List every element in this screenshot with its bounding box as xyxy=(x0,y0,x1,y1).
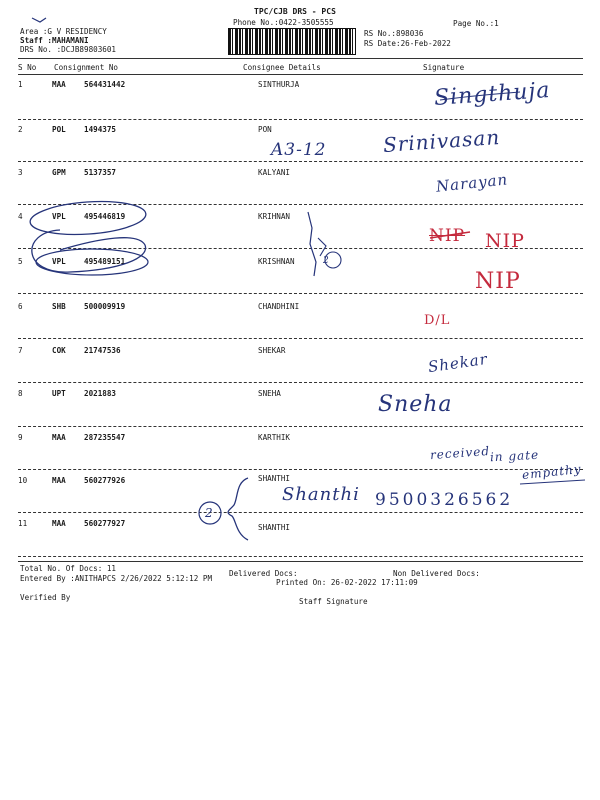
consignee-name: KRISHNAN xyxy=(258,257,295,266)
row-divider xyxy=(18,512,583,513)
consignee-name: SINTHURJA xyxy=(258,80,300,89)
row-sno: 3 xyxy=(18,168,23,177)
row-divider xyxy=(18,556,583,557)
row-divider xyxy=(18,338,583,339)
consignee-name: KALYANI xyxy=(258,168,291,177)
table-row xyxy=(18,390,583,406)
verified-by: Verified By xyxy=(20,593,71,602)
staff-signature: Staff Signature xyxy=(299,597,368,606)
row-sno: 1 xyxy=(18,80,23,89)
row-divider xyxy=(18,469,583,470)
row-divider xyxy=(18,426,583,427)
consignee-name: KARTHIK xyxy=(258,433,291,442)
row-sno: 4 xyxy=(18,212,23,221)
row-sno: 6 xyxy=(18,302,23,311)
row-sno: 2 xyxy=(18,125,23,134)
consignment-number: MAA 560277926 xyxy=(52,476,126,485)
dl-mark: D/L xyxy=(424,313,451,328)
row-divider xyxy=(18,119,583,120)
row-sno: 8 xyxy=(18,389,23,398)
in-gate-note: in gate xyxy=(489,447,540,465)
consignment-number: VPL 495489151 xyxy=(52,257,126,266)
consignee-name: KRIHNAN xyxy=(258,212,291,221)
delivered-docs: Delivered Docs: xyxy=(229,569,298,578)
printed-on: Printed On: 26-02-2022 17:11:09 xyxy=(276,578,418,587)
consignee-name: CHANDHINI xyxy=(258,302,300,311)
phone-number-handwritten: 9500326562 xyxy=(375,490,514,510)
row-divider xyxy=(18,161,583,162)
row-sno: 11 xyxy=(18,519,28,528)
entered-by: Entered By :ANITHAPCS 2/26/2022 5:12:12 PM xyxy=(20,574,213,583)
non-delivered-docs: Non Delivered Docs: xyxy=(393,569,480,578)
consignment-number: UPT 2021883 xyxy=(52,389,117,398)
corner-pen-mark xyxy=(32,18,46,22)
consignment-number: MAA 560277927 xyxy=(52,519,126,528)
col-consignee: Consignee Details xyxy=(243,63,321,72)
consignment-number: POL 1494375 xyxy=(52,125,117,134)
drs-barcode xyxy=(228,28,356,55)
consignment-number: SHB 500009919 xyxy=(52,302,126,311)
table-bottom-rule xyxy=(18,561,583,562)
count-mark: 2 xyxy=(205,506,214,520)
rs-date: RS Date:26-Feb-2022 xyxy=(364,39,451,48)
nip-mark-struck: NIP xyxy=(429,226,466,246)
phone-number: Phone No.:0422-3505555 xyxy=(233,18,334,27)
area-label: Area :G V RESIDENCY xyxy=(20,27,107,36)
col-consignment: Consignment No xyxy=(54,63,119,72)
received-note: received xyxy=(429,443,491,463)
signature-row-1: Singthuja xyxy=(433,77,552,112)
consignee-name: SNEHA xyxy=(258,389,281,398)
consignment-number: MAA 287235547 xyxy=(52,433,126,442)
consignee-name: PON xyxy=(258,125,272,134)
nip-mark: NIP xyxy=(475,269,521,294)
table-row xyxy=(18,434,583,450)
signature-row-8: Sneha xyxy=(378,392,453,417)
table-row xyxy=(18,520,583,536)
consignment-number: COK 21747536 xyxy=(52,346,121,355)
page-number: Page No.:1 xyxy=(453,19,499,28)
column-divider xyxy=(18,74,583,75)
table-row xyxy=(18,213,583,229)
row-divider xyxy=(18,204,583,205)
arrow-mark xyxy=(318,238,326,256)
col-signature: Signature xyxy=(423,63,465,72)
consignee-name: SHANTHI xyxy=(258,523,291,532)
row-divider xyxy=(18,382,583,383)
row-sno: 10 xyxy=(18,476,28,485)
total-docs: Total No. Of Docs: 11 xyxy=(20,564,117,573)
row-sno: 5 xyxy=(18,257,23,266)
row-sno: 9 xyxy=(18,433,23,442)
signature-row-2: Srinivasan xyxy=(382,124,501,158)
consignment-number: VPL 495446819 xyxy=(52,212,126,221)
document-title: TPC/CJB DRS - PCS xyxy=(254,7,336,16)
table-row xyxy=(18,347,583,363)
signature-row-9: empathy xyxy=(521,461,583,483)
consignment-number: MAA 564431442 xyxy=(52,80,126,89)
staff-label: Staff :MAHAMANI xyxy=(20,36,89,45)
handwritten-note-flat: A3-12 xyxy=(271,140,327,160)
count-mark: 2 xyxy=(323,256,330,266)
header-divider xyxy=(18,58,583,59)
signature-row-10: Shanthi xyxy=(282,484,360,505)
nip-mark: NIP xyxy=(485,230,525,252)
signature-row-3: Narayan xyxy=(435,170,509,196)
rs-number: RS No.:898036 xyxy=(364,29,424,38)
consignee-name: SHANTHI xyxy=(258,474,291,483)
table-row xyxy=(18,303,583,319)
column-headers xyxy=(18,64,583,78)
col-sno: S No xyxy=(18,63,37,72)
consignee-name: SHEKAR xyxy=(258,346,286,355)
row-sno: 7 xyxy=(18,346,23,355)
signature-row-7: Shekar xyxy=(426,349,489,377)
drs-number: DRS No. :DCJB89803601 xyxy=(20,45,117,54)
consignment-number: GPM 5137357 xyxy=(52,168,117,177)
